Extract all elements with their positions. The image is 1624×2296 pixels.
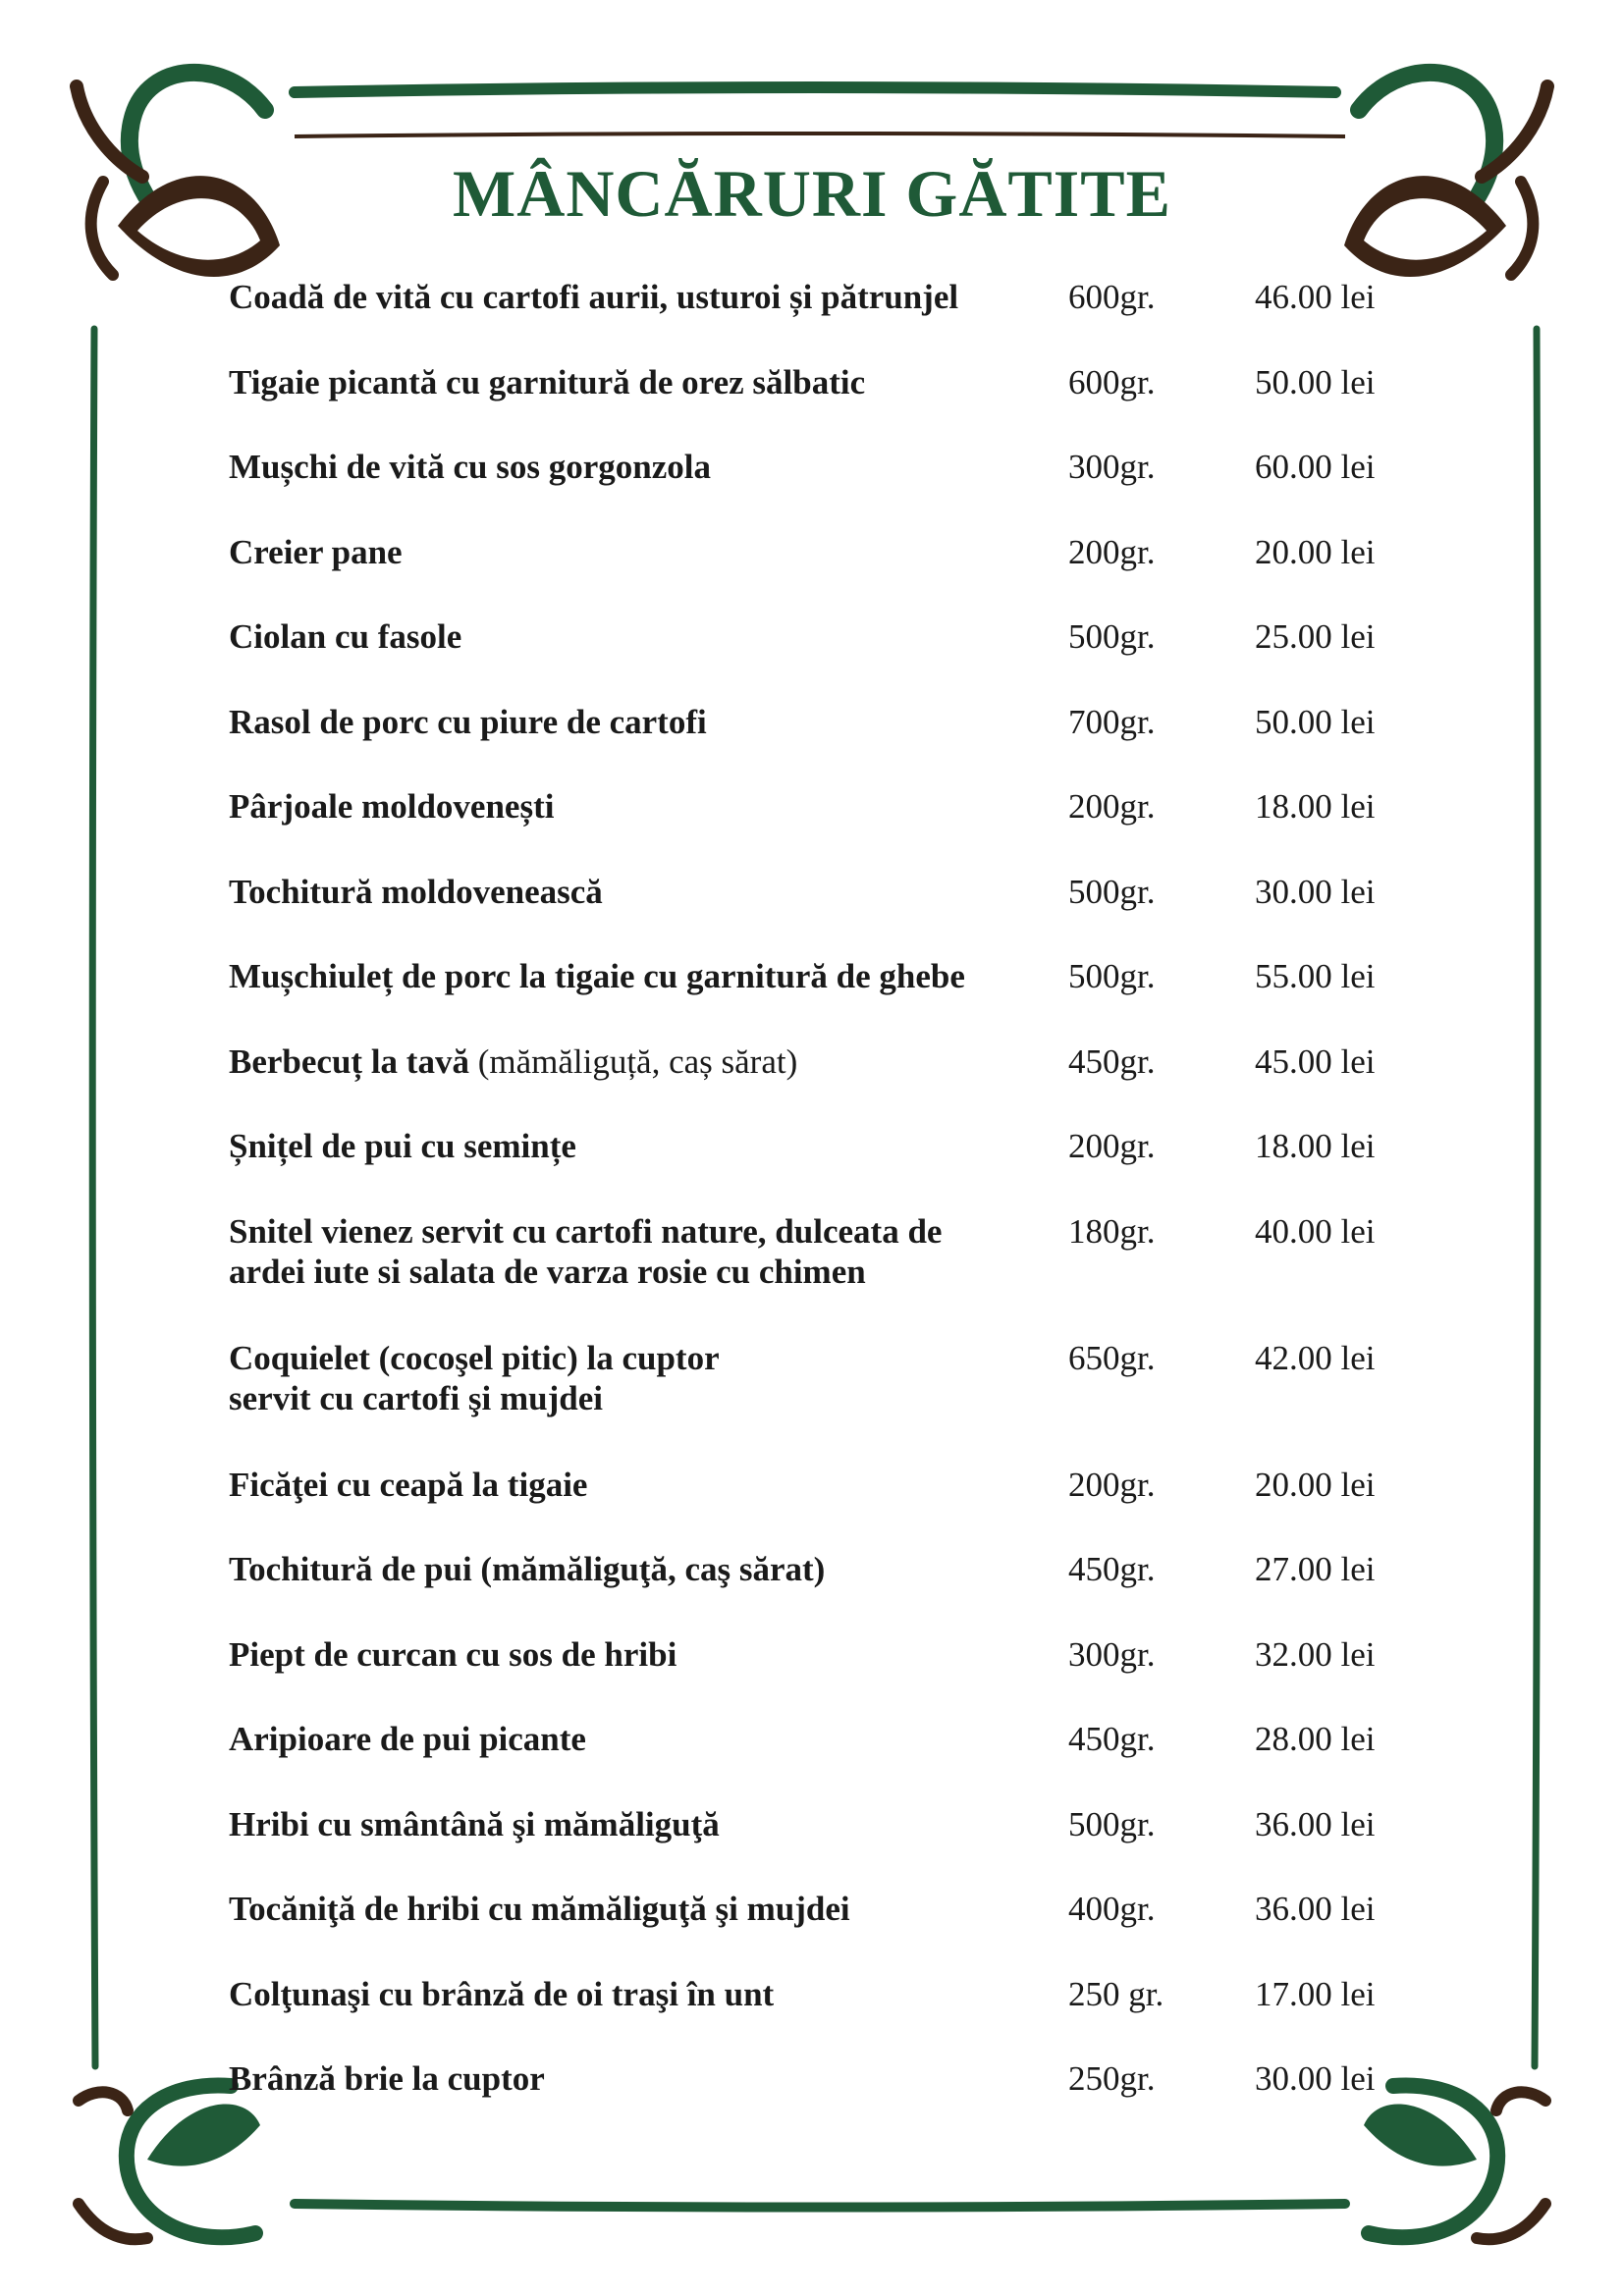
- menu-item-title: Ficăţei cu ceapă la tigaie: [229, 1465, 588, 1504]
- menu-item-price: 42.00 lei: [1255, 1338, 1376, 1377]
- menu-item-weight: 650gr.: [1068, 1338, 1156, 1377]
- menu-item-weight: 500gr.: [1068, 957, 1156, 995]
- menu-item-price: 30.00 lei: [1255, 872, 1376, 911]
- menu-item-title-line2: ardei iute si salata de varza rosie cu chimen: [229, 1252, 866, 1291]
- menu-item-price: 36.00 lei: [1255, 1890, 1376, 1928]
- menu-item-title: Șnițel de pui cu semințe: [229, 1127, 576, 1165]
- menu-item-name: [229, 1126, 1063, 1166]
- menu-item-title: Pârjoale moldovenești: [229, 787, 555, 826]
- menu-item-price: 36.00 lei: [1255, 1804, 1376, 1843]
- menu-item-title: Brânză brie la cuptor: [229, 2059, 545, 2098]
- menu-item-price: 25.00 lei: [1255, 617, 1376, 656]
- menu-item-name: [229, 1549, 1063, 1589]
- menu-item-name: [229, 1211, 1063, 1292]
- menu-item-name: [229, 1889, 1063, 1929]
- menu-item: [229, 362, 1407, 448]
- menu-item-price: 46.00 lei: [1255, 278, 1376, 316]
- menu-item-title: Tochitură moldovenească: [229, 872, 603, 911]
- menu-item-weight: 200gr.: [1068, 787, 1156, 826]
- menu-item-weight: 300gr.: [1068, 1634, 1156, 1674]
- menu-item: [229, 447, 1407, 532]
- menu-item-title: Hribi cu smântână şi mămăliguţă: [229, 1804, 720, 1843]
- menu-item-weight: 250 gr.: [1068, 1974, 1164, 2013]
- menu-item-price: 27.00 lei: [1255, 1550, 1376, 1588]
- menu-item-price: 18.00 lei: [1255, 1127, 1376, 1165]
- menu-item-note: (mămăliguță, caș sărat): [477, 1041, 798, 1081]
- menu-item: [229, 1338, 1407, 1465]
- menu-item-weight: 200gr.: [1068, 532, 1156, 571]
- menu-item-price: 45.00 lei: [1255, 1041, 1376, 1081]
- menu-item-name: [229, 362, 1063, 402]
- menu-item: [229, 872, 1407, 957]
- menu-item-weight: 200gr.: [1068, 1127, 1156, 1165]
- menu-item-name: [229, 1634, 1063, 1675]
- menu-item-title: Rasol de porc cu piure de cartofi: [229, 702, 707, 741]
- menu-item: [229, 1041, 1407, 1127]
- menu-item-price: 40.00 lei: [1255, 1211, 1376, 1251]
- menu-item: [229, 1719, 1407, 1804]
- menu-item-weight: 250gr.: [1068, 2059, 1156, 2098]
- menu-item: [229, 786, 1407, 872]
- menu-item-name: [229, 702, 1063, 742]
- menu-item-name: [229, 1041, 1063, 1082]
- menu-item-price: 18.00 lei: [1255, 787, 1376, 826]
- menu-item-title: Snitel vienez servit cu cartofi nature, dulceata de: [229, 1211, 943, 1251]
- menu-item: [229, 1126, 1407, 1211]
- menu-item-title-line2: servit cu cartofi şi mujdei: [229, 1378, 604, 1417]
- menu-item-weight: 600gr.: [1068, 362, 1156, 401]
- menu-item: [229, 1634, 1407, 1720]
- menu-item-title: Tocăniţă de hribi cu mămăliguţă şi mujdei: [229, 1890, 850, 1928]
- menu-item-title: Tochitură de pui (mămăliguţă, caş sărat): [229, 1550, 826, 1588]
- menu-item-price: 17.00 lei: [1255, 1974, 1376, 2013]
- menu-item-title: Creier pane: [229, 532, 403, 571]
- menu-item-name: [229, 786, 1063, 827]
- menu-item: [229, 1211, 1407, 1338]
- menu-item: [229, 1804, 1407, 1890]
- menu-item: [229, 277, 1407, 362]
- menu-item: [229, 956, 1407, 1041]
- menu-item-price: 60.00 lei: [1255, 448, 1376, 486]
- menu-item: [229, 1974, 1407, 2059]
- menu-item-weight: 300gr.: [1068, 448, 1156, 486]
- menu-item: [229, 532, 1407, 617]
- menu-item-price: 30.00 lei: [1255, 2059, 1376, 2098]
- menu-item-name: [229, 447, 1063, 487]
- menu-item: [229, 1889, 1407, 1974]
- menu-item-weight: 180gr.: [1068, 1211, 1156, 1251]
- menu-item-price: 28.00 lei: [1255, 1720, 1376, 1758]
- menu-item-name: [229, 1465, 1063, 1505]
- menu-item-title: Colţunaşi cu brânză de oi traşi în unt: [229, 1974, 775, 2013]
- menu-item-title: Piept de curcan cu sos de hribi: [229, 1634, 677, 1674]
- menu-item-name: [229, 277, 1063, 317]
- menu-item-weight: 450gr.: [1068, 1720, 1156, 1758]
- menu-item-weight: 500gr.: [1068, 1804, 1156, 1843]
- menu-item-title: Tigaie picantă cu garnitură de orez sălbatic: [229, 362, 866, 401]
- menu-item-name: [229, 2058, 1063, 2099]
- menu-item-name: [229, 1719, 1063, 1759]
- menu-item-weight: 400gr.: [1068, 1890, 1156, 1928]
- menu-item-price: 20.00 lei: [1255, 532, 1376, 571]
- menu-item-weight: 700gr.: [1068, 702, 1156, 741]
- menu-item-price: 50.00 lei: [1255, 702, 1376, 741]
- menu-item-title: Ciolan cu fasole: [229, 617, 462, 656]
- menu-item-price: 20.00 lei: [1255, 1465, 1376, 1504]
- menu-item-price: 55.00 lei: [1255, 957, 1376, 995]
- menu-item: [229, 702, 1407, 787]
- menu-item: [229, 1549, 1407, 1634]
- menu-item-weight: 600gr.: [1068, 278, 1156, 316]
- menu-item: [229, 2058, 1407, 2144]
- menu-item-weight: 450gr.: [1068, 1550, 1156, 1588]
- menu-item-title: Coadă de vită cu cartofi aurii, usturoi și pătrunjel: [229, 278, 959, 316]
- menu-item-name: [229, 532, 1063, 572]
- menu-item-name: [229, 616, 1063, 657]
- menu-item-name: [229, 956, 1063, 996]
- menu-item-title: Mușchi de vită cu sos gorgonzola: [229, 448, 711, 486]
- menu-item-weight: 500gr.: [1068, 617, 1156, 656]
- menu-item-name: [229, 1338, 1063, 1418]
- menu-item: [229, 1465, 1407, 1550]
- menu-item-price: 32.00 lei: [1255, 1634, 1376, 1674]
- menu-list: [229, 277, 1407, 2144]
- menu-item-title: Coquielet (cocoşel pitic) la cuptor: [229, 1338, 720, 1377]
- menu-item-name: [229, 1804, 1063, 1844]
- menu-item-weight: 450gr.: [1068, 1041, 1156, 1081]
- menu-item-title: Berbecuț la tavă: [229, 1041, 469, 1081]
- menu-item-price: 50.00 lei: [1255, 362, 1376, 401]
- menu-title: MÂNCĂRURI GĂTITE: [453, 156, 1171, 231]
- menu-item: [229, 616, 1407, 702]
- menu-item-title: Aripioare de pui picante: [229, 1720, 586, 1758]
- menu-item-name: [229, 872, 1063, 912]
- menu-item-weight: 500gr.: [1068, 872, 1156, 911]
- menu-item-weight: 200gr.: [1068, 1465, 1156, 1504]
- menu-item-name: [229, 1974, 1063, 2014]
- menu-item-title: Mușchiuleț de porc la tigaie cu garnitură de ghebe: [229, 957, 965, 995]
